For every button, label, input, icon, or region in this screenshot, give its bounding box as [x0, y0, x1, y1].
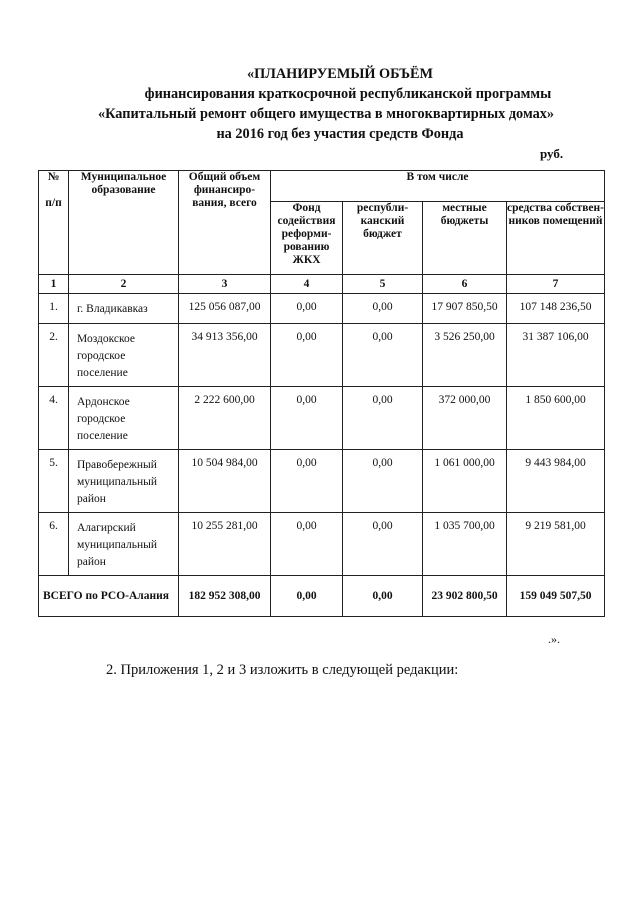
total-sum: 182 952 308,00: [179, 576, 271, 617]
row-municipality: Алагирский муниципальный район: [69, 513, 179, 576]
table-row: [39, 387, 605, 450]
table-row: [39, 450, 605, 513]
row-num: 2.: [39, 324, 69, 387]
header-municipality: Муниципальное образование: [69, 171, 179, 275]
amendment-paragraph: 2. Приложения 1, 2 и 3 изложить в следующей редакции:: [106, 662, 459, 678]
row-local: 17 907 850,50: [423, 294, 507, 324]
closing-mark: .».: [548, 632, 560, 646]
row-fund: 0,00: [271, 387, 343, 450]
row-municipality: Ардонское городское поселение: [69, 387, 179, 450]
col-index: 4: [271, 275, 343, 294]
row-owners: 1 850 600,00: [507, 387, 605, 450]
row-republic: 0,00: [343, 387, 423, 450]
row-republic: 0,00: [343, 324, 423, 387]
row-num: 6.: [39, 513, 69, 576]
row-total: 2 222 600,00: [179, 387, 271, 450]
row-owners: 31 387 106,00: [507, 324, 605, 387]
total-local: 23 902 800,50: [423, 576, 507, 617]
row-local: 372 000,00: [423, 387, 507, 450]
row-local: 1 035 700,00: [423, 513, 507, 576]
row-republic: 0,00: [343, 450, 423, 513]
row-municipality: г. Владикавказ: [69, 294, 179, 324]
title-line-3: «Капитальный ремонт общего имущества в многоквартирных домах»: [97, 106, 555, 122]
financing-table: [38, 170, 605, 617]
title-line-1: «ПЛАНИРУЕМЫЙ ОБЪЁМ: [246, 66, 434, 82]
row-fund: 0,00: [271, 324, 343, 387]
row-fund: 0,00: [271, 513, 343, 576]
row-municipality: Моздокское городское поселение: [69, 324, 179, 387]
currency-unit: руб.: [540, 146, 564, 161]
row-municipality: Правобережный муниципальный район: [69, 450, 179, 513]
total-republic: 0,00: [343, 576, 423, 617]
row-republic: 0,00: [343, 294, 423, 324]
row-fund: 0,00: [271, 294, 343, 324]
row-total: 34 913 356,00: [179, 324, 271, 387]
header-total: Общий объем финансиро-вания, всего: [179, 171, 271, 275]
col-index: 6: [423, 275, 507, 294]
header-num: № п/п: [39, 171, 69, 275]
document-title: [0, 64, 640, 144]
row-num: 4.: [39, 387, 69, 450]
header-republic: республи-канский бюджет: [343, 202, 423, 275]
row-total: 10 255 281,00: [179, 513, 271, 576]
col-index: 5: [343, 275, 423, 294]
title-line-2: финансирования краткосрочной республиканской программы: [144, 86, 552, 102]
header-local: местные бюджеты: [423, 202, 507, 275]
col-index: 3: [179, 275, 271, 294]
table-row: [39, 513, 605, 576]
title-line-4: на 2016 год без участия средств Фонда: [216, 126, 464, 142]
row-owners: 9 219 581,00: [507, 513, 605, 576]
header-owners: средства собствен-ников помещений: [507, 202, 605, 275]
col-index: 2: [69, 275, 179, 294]
table-row: [39, 294, 605, 324]
table-row: [39, 324, 605, 387]
row-local: 1 061 000,00: [423, 450, 507, 513]
header-fund: Фонд содействия реформи-рованию ЖКХ: [271, 202, 343, 275]
row-fund: 0,00: [271, 450, 343, 513]
row-num: 1.: [39, 294, 69, 324]
column-index-row: [39, 275, 605, 294]
total-owners: 159 049 507,50: [507, 576, 605, 617]
col-index: 1: [39, 275, 69, 294]
row-owners: 9 443 984,00: [507, 450, 605, 513]
total-label: ВСЕГО по РСО-Алания: [39, 576, 179, 617]
row-num: 5.: [39, 450, 69, 513]
col-index: 7: [507, 275, 605, 294]
total-fund: 0,00: [271, 576, 343, 617]
row-local: 3 526 250,00: [423, 324, 507, 387]
total-row: [39, 576, 605, 617]
row-republic: 0,00: [343, 513, 423, 576]
row-total: 125 056 087,00: [179, 294, 271, 324]
row-total: 10 504 984,00: [179, 450, 271, 513]
header-including: В том числе: [271, 171, 605, 202]
row-owners: 107 148 236,50: [507, 294, 605, 324]
